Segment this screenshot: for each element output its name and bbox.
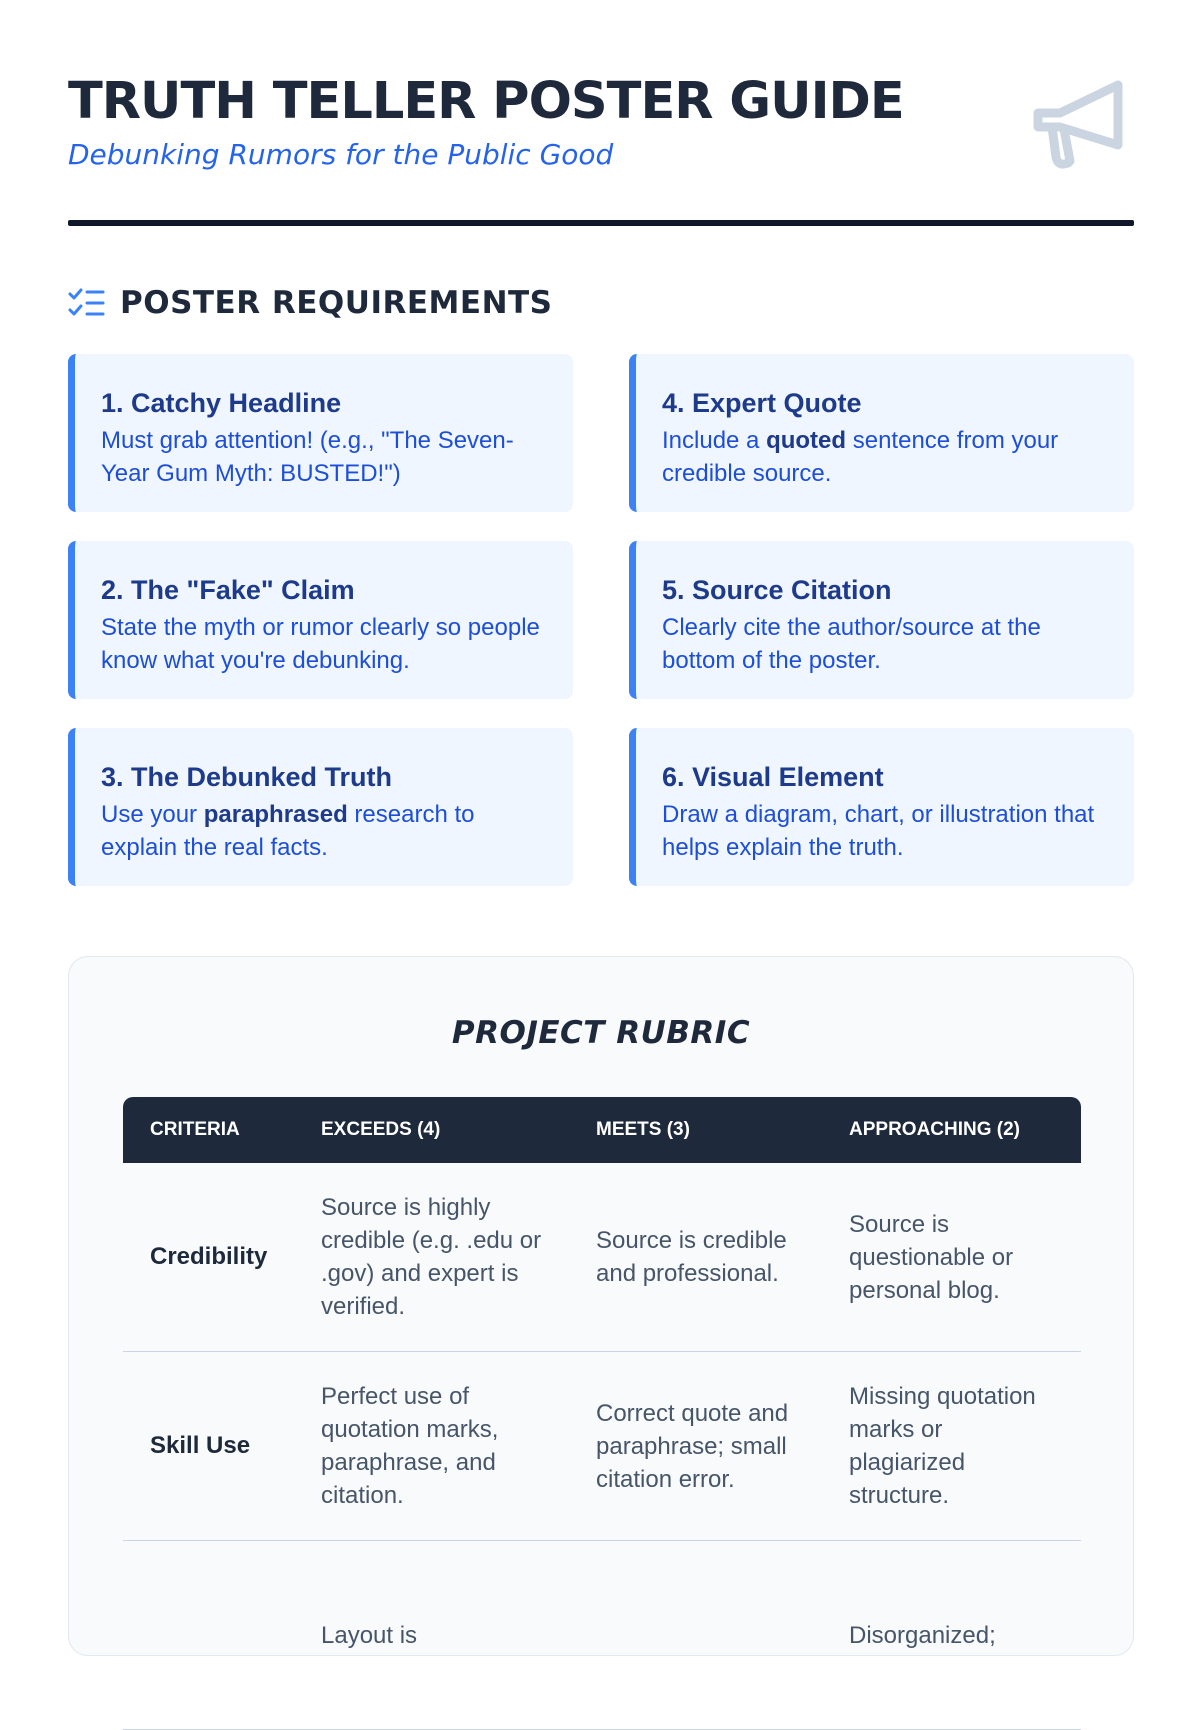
- criteria-cell: Skill Use: [150, 1432, 251, 1459]
- checklist-icon: [68, 286, 106, 320]
- approaching-cell: Missing quotation marks or plagiarized structure.: [849, 1383, 1036, 1509]
- requirement-title: 1. Catchy Headline: [101, 388, 342, 418]
- requirement-title: 3. The Debunked Truth: [101, 762, 393, 792]
- description-text: Draw a diagram, chart, or illustration that helps explain the truth.: [662, 801, 1095, 861]
- exceeds-cell: Perfect use of quotation marks, paraphrase, and citation.: [321, 1383, 499, 1509]
- table-row: [123, 1541, 1081, 1730]
- requirement-card: [68, 354, 573, 512]
- column-header-approaching: APPROACHING (2): [849, 1119, 1021, 1140]
- rubric-title: PROJECT RUBRIC: [451, 1015, 751, 1051]
- requirement-description: [662, 798, 1108, 864]
- rubric-header-row: [123, 1097, 1081, 1163]
- description-text: State the myth or rumor clearly so people know what you're debunking.: [101, 614, 540, 674]
- requirements-heading-label: POSTER REQUIREMENTS: [120, 285, 553, 321]
- requirement-description: [101, 798, 547, 864]
- page-title: TRUTH TELLER POSTER GUIDE: [68, 72, 904, 131]
- column-header-exceeds: EXCEEDS (4): [321, 1119, 441, 1140]
- requirement-description: [101, 611, 547, 677]
- header-divider: [68, 220, 1134, 226]
- description-text: Include a: [662, 427, 767, 454]
- table-row: [123, 1163, 1081, 1352]
- description-text: Clearly cite the author/source at the bottom of the poster.: [662, 614, 1041, 674]
- emphasis-text: quoted: [766, 427, 847, 454]
- requirement-card: [629, 728, 1134, 886]
- criteria-cell: Credibility: [150, 1243, 268, 1270]
- rubric-panel: [68, 956, 1134, 1656]
- requirement-title: 5. Source Citation: [662, 575, 892, 605]
- requirement-card: [68, 728, 573, 886]
- requirement-description: [101, 424, 547, 490]
- meets-cell: Correct quote and paraphrase; small citation error.: [596, 1399, 789, 1493]
- page-header: [68, 70, 1134, 172]
- description-text: Use your: [101, 801, 204, 828]
- requirement-title: 4. Expert Quote: [662, 388, 862, 418]
- meets-cell: Source is credible and professional.: [596, 1227, 787, 1287]
- approaching-cell: Disorganized;: [849, 1621, 996, 1649]
- requirement-card: [629, 354, 1134, 512]
- requirement-title: 2. The "Fake" Claim: [101, 575, 355, 605]
- rubric-table: [123, 1097, 1081, 1730]
- exceeds-cell: Layout is: [321, 1621, 418, 1649]
- requirement-description: [662, 424, 1108, 490]
- column-header-meets: MEETS (3): [596, 1119, 690, 1140]
- table-row: [123, 1352, 1081, 1541]
- description-text: sentence from your credible source.: [662, 427, 1059, 487]
- page-subtitle: Debunking Rumors for the Public Good: [68, 138, 614, 171]
- column-header-criteria: CRITERIA: [150, 1119, 240, 1140]
- description-text: research to explain the real facts.: [101, 801, 475, 861]
- exceeds-cell: Source is highly credible (e.g. .edu or .gov) and expert is verified.: [321, 1194, 542, 1320]
- megaphone-icon: [1030, 75, 1130, 175]
- description-text: Must grab attention! (e.g., "The Seven-Year Gum Myth: BUSTED!"): [101, 427, 514, 487]
- requirements-heading: [68, 285, 552, 321]
- requirement-title: 6. Visual Element: [662, 762, 884, 792]
- requirement-card: [68, 541, 573, 699]
- requirements-grid: [68, 354, 1134, 886]
- emphasis-text: paraphrased: [203, 801, 348, 828]
- approaching-cell: Source is questionable or personal blog.: [849, 1210, 1014, 1304]
- requirement-description: [662, 611, 1108, 677]
- requirement-card: [629, 541, 1134, 699]
